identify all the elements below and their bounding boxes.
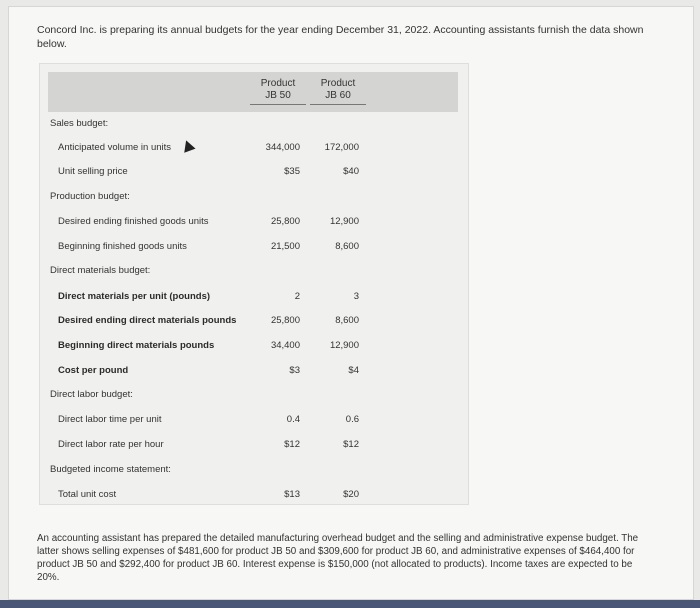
- row-label: Direct materials per unit (pounds): [58, 291, 211, 302]
- table-row: [40, 291, 468, 307]
- table-row: [40, 315, 468, 331]
- row-label: Direct labor rate per hour: [58, 439, 164, 450]
- document-sheet: [8, 6, 694, 600]
- table-row: [40, 389, 468, 405]
- row-label: Production budget:: [50, 191, 130, 202]
- table-row: [40, 241, 468, 257]
- row-label: Beginning direct materials pounds: [58, 340, 215, 351]
- value-jb50: 21,500: [270, 241, 300, 252]
- row-label: Total unit cost: [58, 489, 117, 500]
- value-jb50: $13: [284, 489, 300, 500]
- bottom-bar: [0, 600, 700, 608]
- column-header-jb60: [310, 78, 366, 105]
- value-jb60: $12: [343, 439, 359, 450]
- table-row: [40, 191, 468, 207]
- table-row: [40, 489, 468, 505]
- row-label: Direct materials budget:: [50, 265, 151, 276]
- table-row: [40, 439, 468, 455]
- value-jb60: $4: [348, 365, 359, 376]
- value-jb50: 344,000: [265, 142, 300, 153]
- row-label: Anticipated volume in units: [58, 142, 172, 153]
- intro-text: Concord Inc. is preparing its annual budgets for the year ending December 31, 2022. Accounting assistants furnish the data shown below.: [37, 24, 644, 50]
- row-label: Sales budget:: [50, 118, 109, 129]
- table-row: [40, 464, 468, 480]
- column-header-jb60-line2: JB 60: [310, 90, 366, 105]
- table-row: [40, 118, 468, 134]
- value-jb60: 8,600: [335, 241, 359, 252]
- row-label: Direct labor budget:: [50, 389, 133, 400]
- value-jb60: 172,000: [324, 142, 359, 153]
- column-header-jb60-line1: Product: [320, 78, 356, 89]
- value-jb50: $35: [284, 166, 300, 177]
- row-label: Beginning finished goods units: [58, 241, 187, 252]
- column-header-jb50: [250, 78, 306, 105]
- row-label: Unit selling price: [58, 166, 128, 177]
- value-jb50: 34,400: [270, 340, 300, 351]
- column-header-jb50-line1: Product: [260, 78, 296, 89]
- value-jb60: $40: [343, 166, 359, 177]
- table-row: [40, 414, 468, 430]
- table-row: [40, 166, 468, 182]
- table-row: [40, 265, 468, 281]
- row-label: Cost per pound: [58, 365, 129, 376]
- assistant-note-text: An accounting assistant has prepared the detailed manufacturing overhead budget and the selling and administrative expense budget. The latter shows selling expenses of $481,600 for product JB 50 and $309,600 for product JB 60, and administrative expenses of $464,400 for product JB 50 and $292,400 for product JB 60. Interest expense is $150,000 (not allocated to products). Income taxes are expected to be 20%.: [37, 533, 639, 583]
- budget-data-table: [39, 63, 469, 505]
- value-jb50: $12: [284, 439, 300, 450]
- row-label: Desired ending finished goods units: [58, 216, 209, 227]
- column-header-jb50-line2: JB 50: [250, 90, 306, 105]
- row-label: Desired ending direct materials pounds: [58, 315, 237, 326]
- value-jb50: 2: [294, 291, 300, 302]
- value-jb50: $3: [289, 365, 300, 376]
- row-label: Budgeted income statement:: [50, 464, 171, 475]
- value-jb60: 3: [353, 291, 359, 302]
- value-jb50: 0.4: [286, 414, 300, 425]
- row-label: Direct labor time per unit: [58, 414, 162, 425]
- value-jb60: $20: [343, 489, 359, 500]
- table-row: [40, 340, 468, 356]
- table-row: [40, 142, 468, 158]
- value-jb50: 25,800: [270, 315, 300, 326]
- value-jb60: 12,900: [329, 216, 359, 227]
- table-row: [40, 216, 468, 232]
- value-jb50: 25,800: [270, 216, 300, 227]
- value-jb60: 12,900: [329, 340, 359, 351]
- value-jb60: 0.6: [345, 414, 359, 425]
- table-row: [40, 365, 468, 381]
- value-jb60: 8,600: [335, 315, 359, 326]
